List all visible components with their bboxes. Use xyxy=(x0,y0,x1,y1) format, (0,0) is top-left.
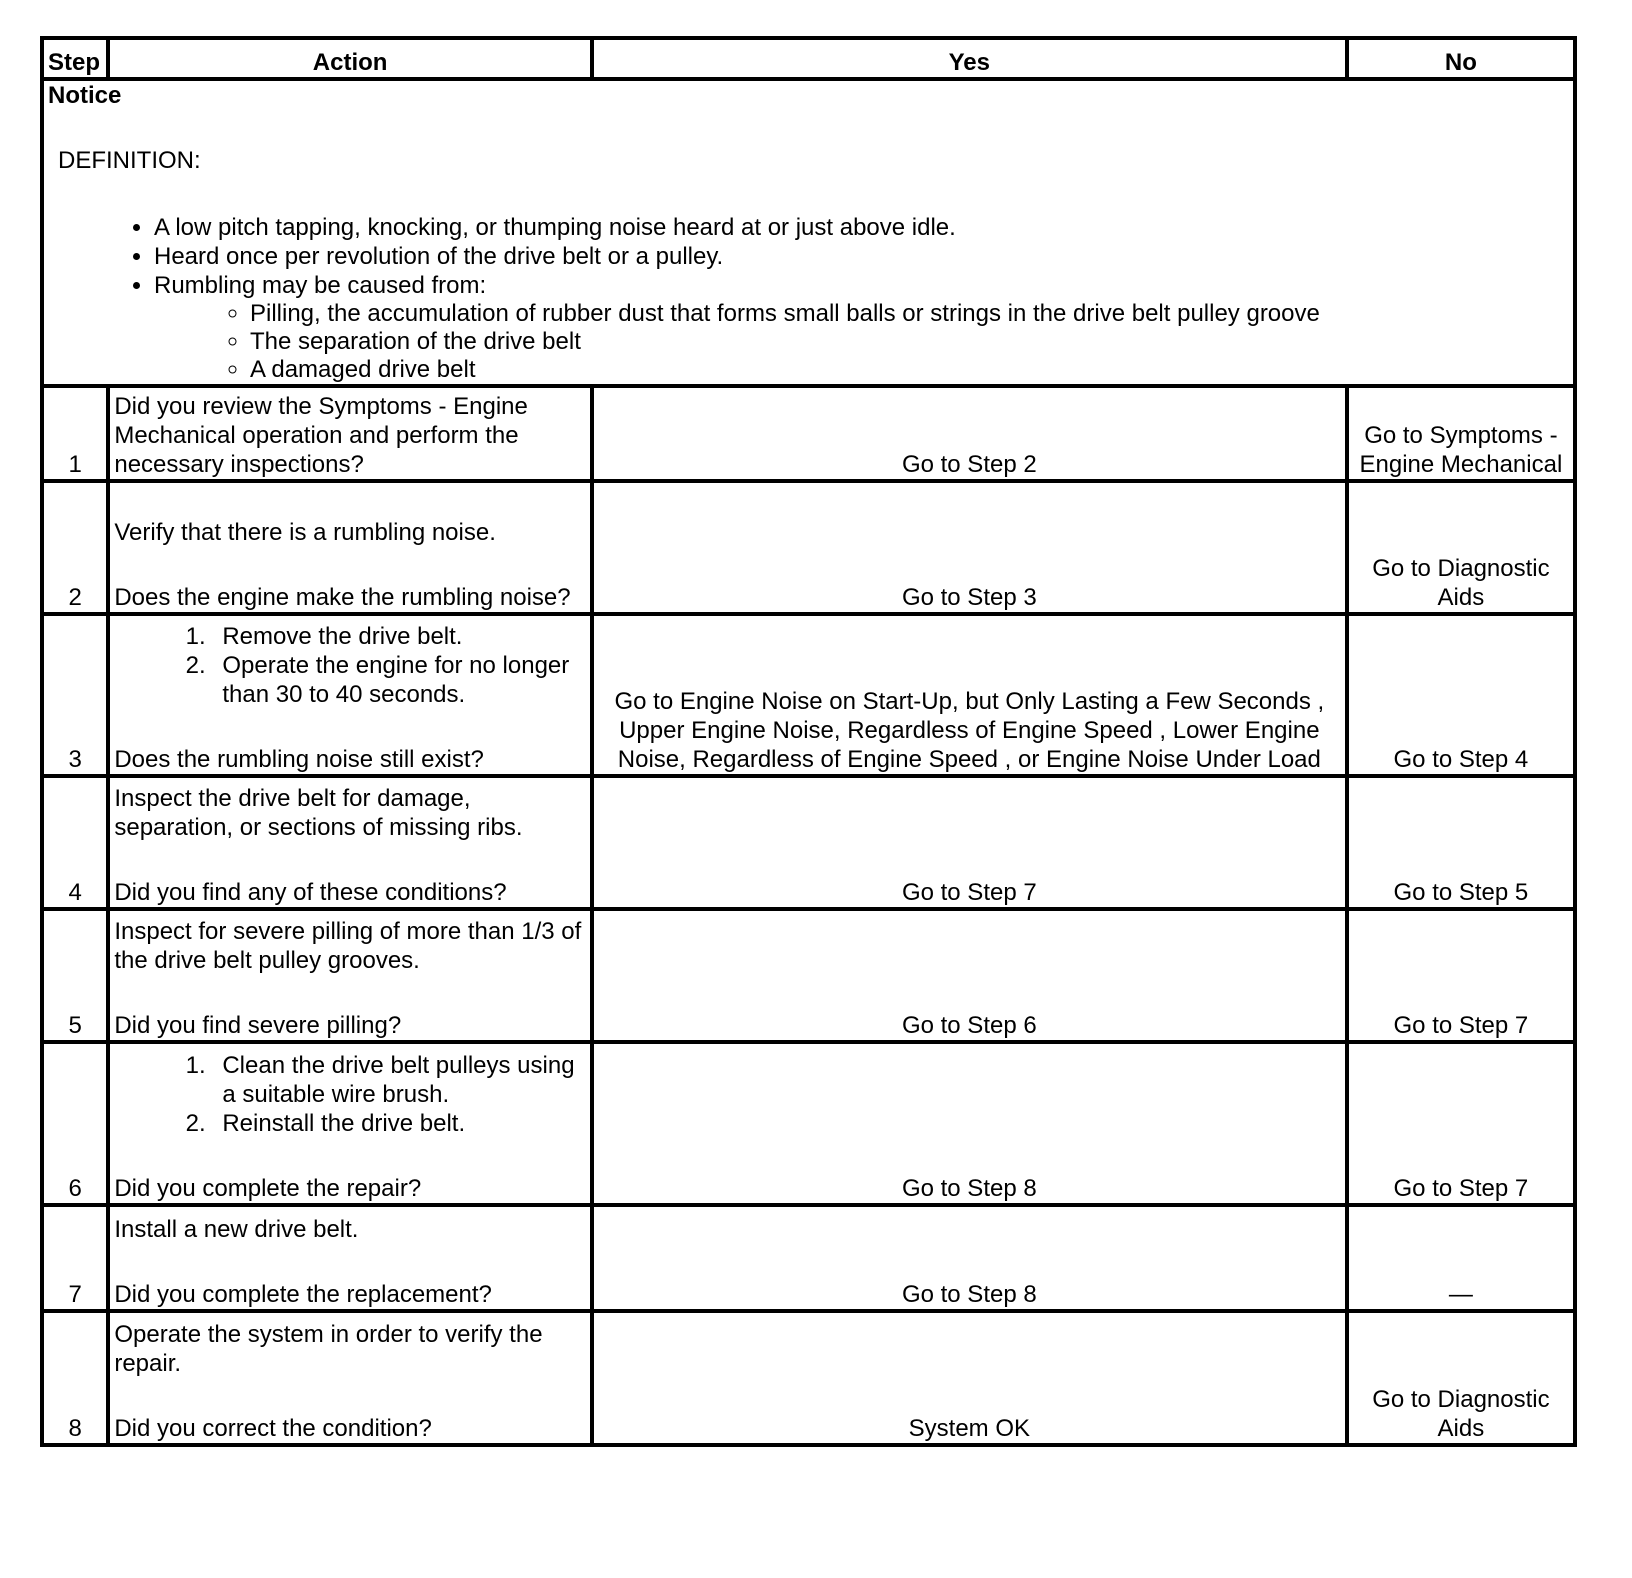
definition-bullet: • A low pitch tapping, knocking, or thumping noise heard at or just above idle. xyxy=(154,213,1569,242)
no-cell: Go to Step 5 xyxy=(1347,776,1575,909)
notice-title: Notice xyxy=(48,82,122,109)
cause-item: ◦ A damaged drive belt xyxy=(250,356,1569,384)
step-row-2 xyxy=(42,481,1575,614)
no-cell: Go to Step 4 xyxy=(1347,614,1575,776)
action-step-item: 1. Remove the drive belt. xyxy=(212,622,586,651)
no-cell: Go to Diagnostic Aids xyxy=(1347,481,1575,614)
yes-cell: Go to Step 6 xyxy=(592,909,1347,1042)
action-step-item: 2. Operate the engine for no longer than 30 to 40 seconds. xyxy=(212,651,586,709)
action-cell xyxy=(108,1042,592,1205)
step-number: 3 xyxy=(42,614,108,776)
step-number: 2 xyxy=(42,481,108,614)
action-steps xyxy=(114,1051,586,1138)
notice-cell xyxy=(42,79,1575,386)
step-number: 5 xyxy=(42,909,108,1042)
step-number: 6 xyxy=(42,1042,108,1205)
action-instruction: Inspect the drive belt for damage, separation, or sections of missing ribs. xyxy=(114,785,523,841)
header-step: Step xyxy=(42,38,108,79)
step-number: 8 xyxy=(42,1311,108,1445)
action-cell xyxy=(108,909,592,1042)
action-question: Did you find any of these conditions? xyxy=(114,879,507,906)
step-row-6 xyxy=(42,1042,1575,1205)
no-cell: — xyxy=(1347,1205,1575,1311)
action-question: Did you complete the replacement? xyxy=(114,1281,492,1308)
action-instruction: Inspect for severe pilling of more than 1/3 of the drive belt pulley grooves. xyxy=(114,918,582,974)
cause-list xyxy=(154,300,1569,384)
definition-list xyxy=(48,213,1569,384)
action-question: Did you find severe pilling? xyxy=(114,1012,402,1039)
yes-cell: Go to Step 3 xyxy=(592,481,1347,614)
action-instruction: Verify that there is a rumbling noise. xyxy=(114,519,496,546)
action-question: Did you correct the condition? xyxy=(114,1415,432,1442)
action-instruction: Operate the system in order to verify the repair. xyxy=(114,1321,543,1377)
header-row xyxy=(42,38,1575,79)
action-cell xyxy=(108,1205,592,1311)
definition-bullet-text: Rumbling may be caused from: xyxy=(154,272,487,299)
notice-row xyxy=(42,79,1575,386)
yes-cell: Go to Step 8 xyxy=(592,1205,1347,1311)
no-cell: Go to Symptoms - Engine Mechanical xyxy=(1347,386,1575,481)
yes-cell: Go to Step 2 xyxy=(592,386,1347,481)
no-cell: Go to Step 7 xyxy=(1347,909,1575,1042)
action-cell xyxy=(108,776,592,909)
diagnostic-table xyxy=(40,36,1577,1447)
yes-cell: Go to Step 8 xyxy=(592,1042,1347,1205)
action-step-item: 2. Reinstall the drive belt. xyxy=(212,1109,586,1138)
action-question: Does the engine make the rumbling noise? xyxy=(114,584,571,611)
cause-item: ◦ Pilling, the accumulation of rubber dust that forms small balls or strings in the drive belt pulley groove xyxy=(250,300,1569,328)
action-cell xyxy=(108,1311,592,1445)
step-number: 7 xyxy=(42,1205,108,1311)
action-cell xyxy=(108,481,592,614)
step-row-8 xyxy=(42,1311,1575,1445)
step-row-4 xyxy=(42,776,1575,909)
step-number: 1 xyxy=(42,386,108,481)
no-cell: Go to Step 7 xyxy=(1347,1042,1575,1205)
definition-label: DEFINITION: xyxy=(58,147,201,174)
yes-cell: System OK xyxy=(592,1311,1347,1445)
action-cell: Did you review the Symptoms - Engine Mechanical operation and perform the necessary inspections? xyxy=(108,386,592,481)
cause-item: ◦ The separation of the drive belt xyxy=(250,328,1569,356)
definition-bullet xyxy=(154,271,1569,384)
action-steps xyxy=(114,622,586,709)
step-row-1 xyxy=(42,386,1575,481)
action-question: Did you complete the repair? xyxy=(114,1175,422,1202)
step-number: 4 xyxy=(42,776,108,909)
header-no: No xyxy=(1347,38,1575,79)
header-action: Action xyxy=(108,38,592,79)
action-instruction: Install a new drive belt. xyxy=(114,1216,359,1243)
step-row-5 xyxy=(42,909,1575,1042)
step-row-3 xyxy=(42,614,1575,776)
yes-cell: Go to Step 7 xyxy=(592,776,1347,909)
no-cell: Go to Diagnostic Aids xyxy=(1347,1311,1575,1445)
action-cell xyxy=(108,614,592,776)
action-step-item: 1. Clean the drive belt pulleys using a suitable wire brush. xyxy=(212,1051,586,1109)
header-yes: Yes xyxy=(592,38,1347,79)
yes-cell: Go to Engine Noise on Start-Up, but Only Lasting a Few Seconds , Upper Engine Noise, Regardless of Engine Speed , Lower Engine Noise, Regardless of Engine Speed , or Engine Noise Under Load xyxy=(592,614,1347,776)
step-row-7 xyxy=(42,1205,1575,1311)
action-question: Does the rumbling noise still exist? xyxy=(114,746,484,773)
definition-bullet: • Heard once per revolution of the drive belt or a pulley. xyxy=(154,242,1569,271)
